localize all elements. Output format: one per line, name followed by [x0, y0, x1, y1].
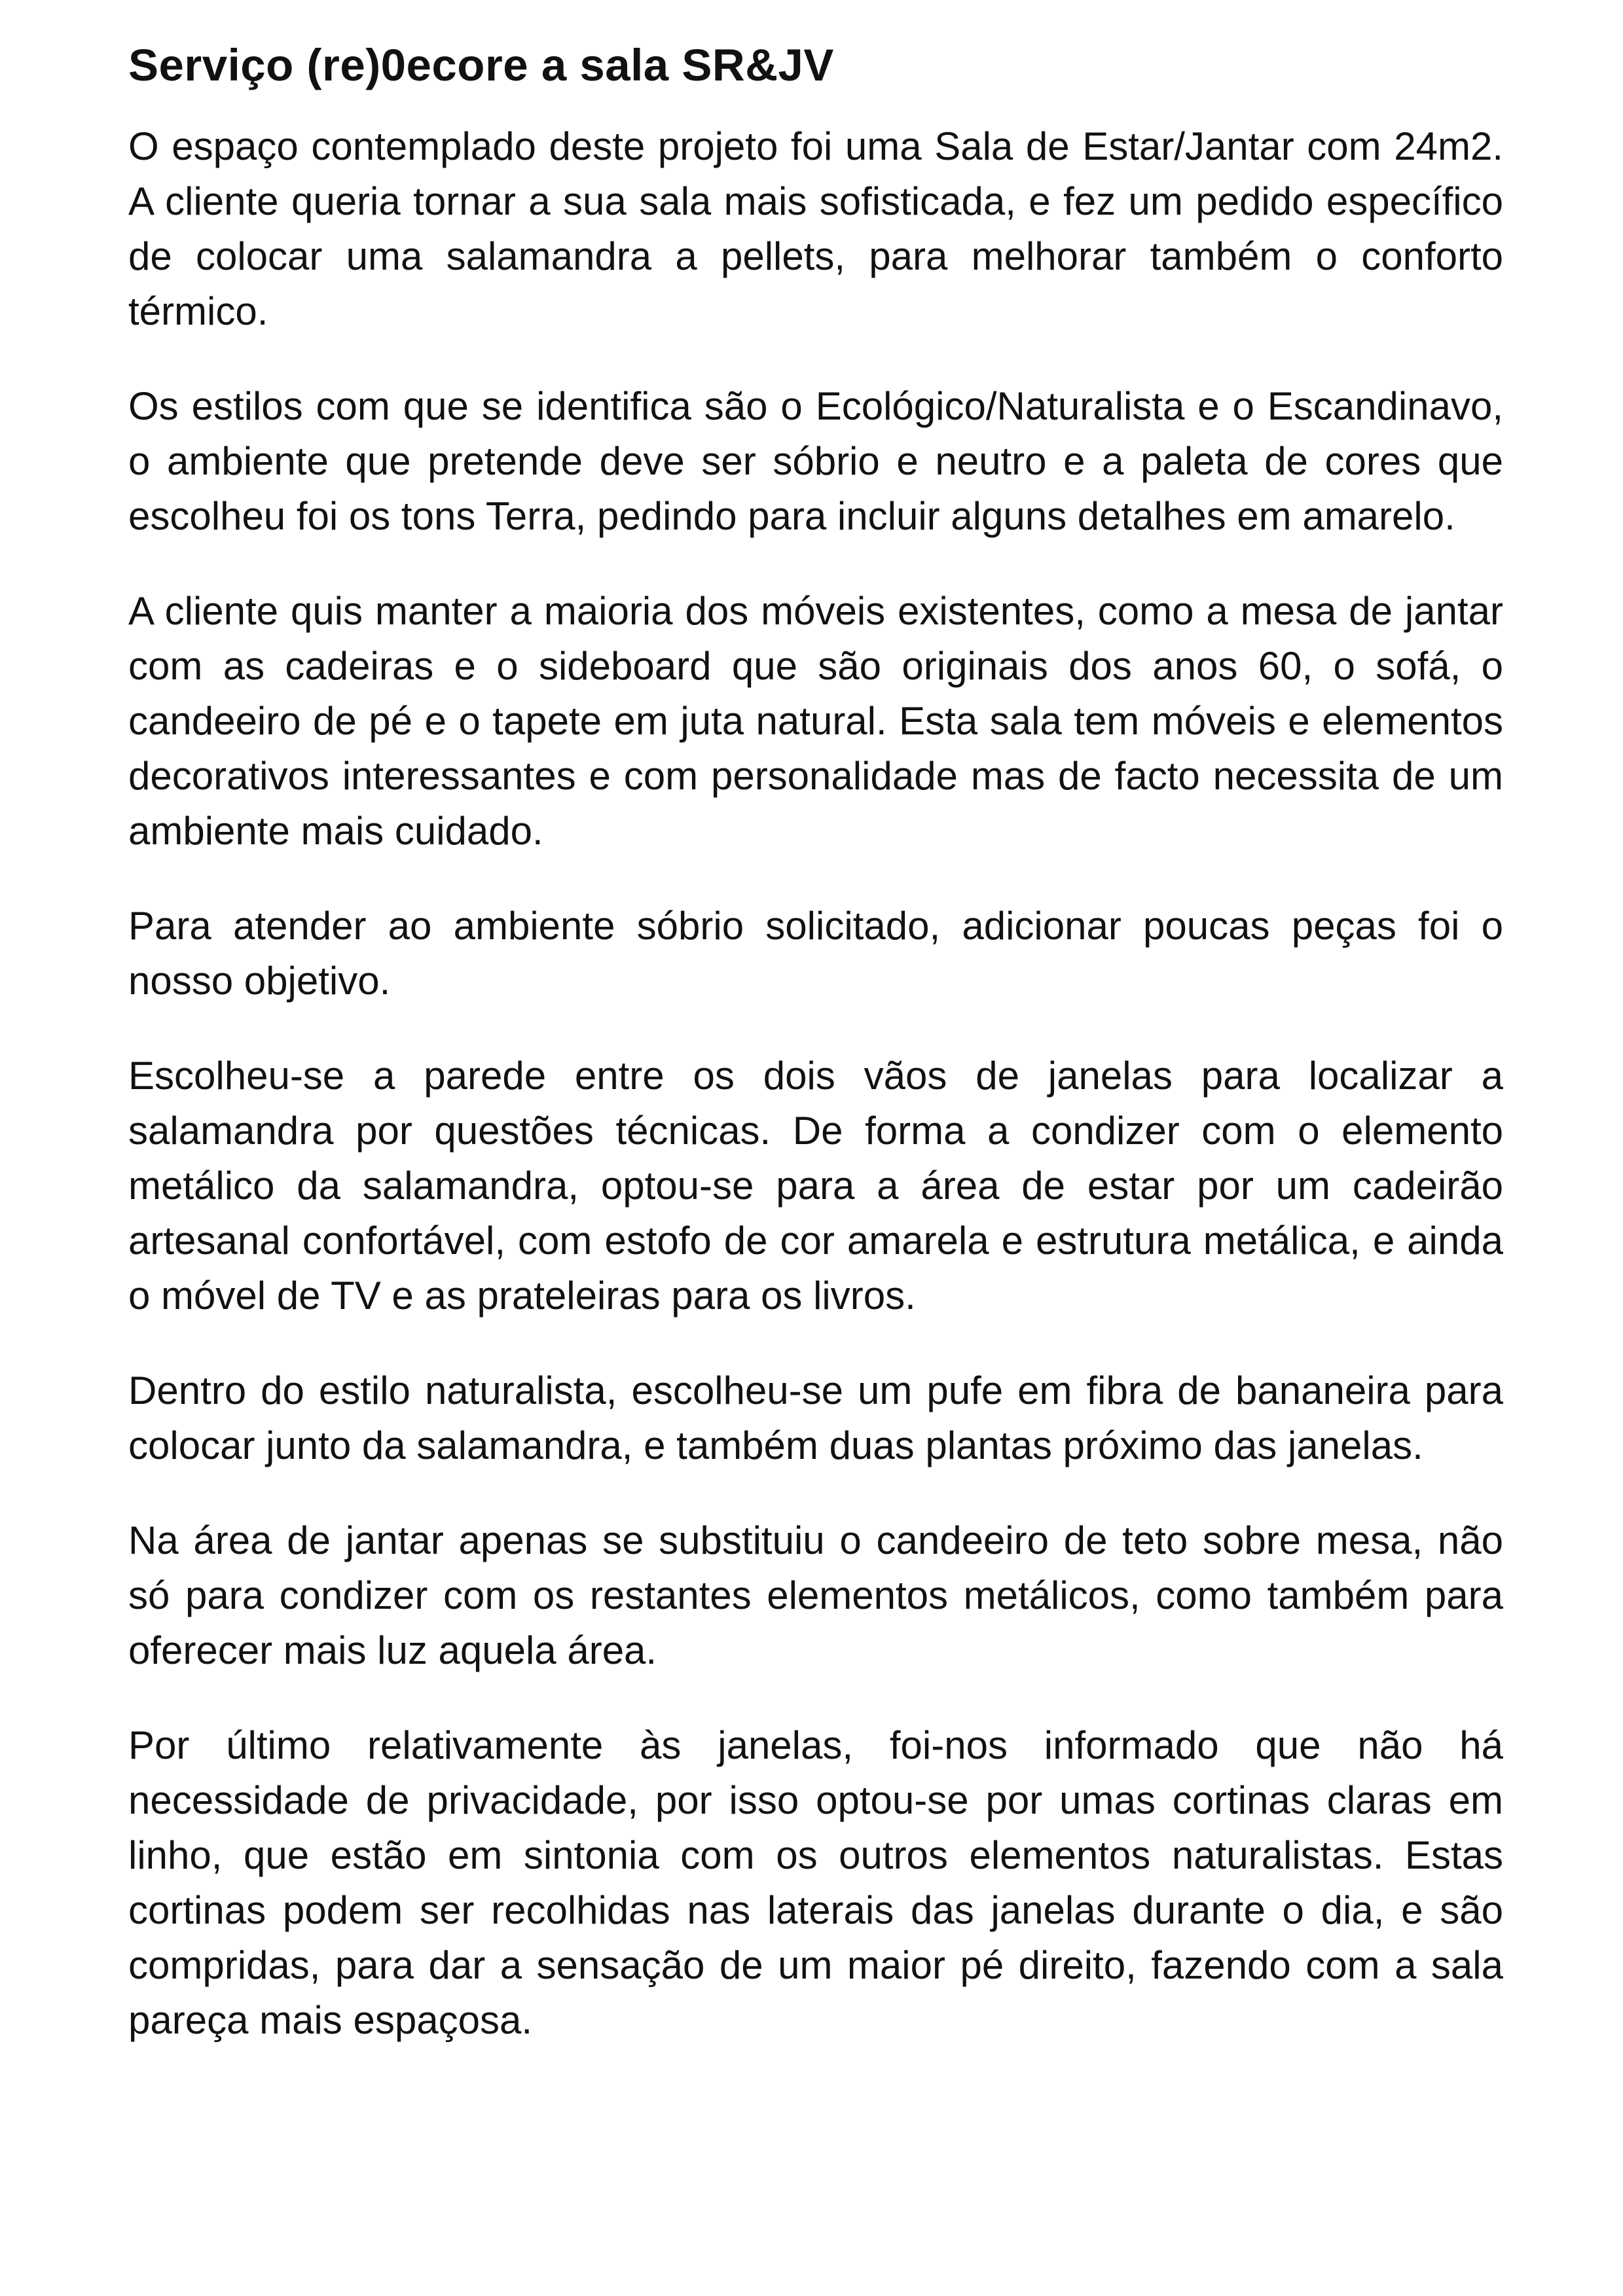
- paragraph-stove-wall: Escolheu-se a parede entre os dois vãos de janelas para localizar a salamandra por questões técnicas. De forma a condizer com o elemento metálico da salamandra, optou-se para a área de estar por um cadeirão artesanal confortável, com estofo de cor amarela e estrutura metálica, e ainda o móvel de TV e as prateleiras para os livros.: [128, 1054, 1503, 1318]
- document-page: [128, 38, 1503, 2088]
- paragraph-existing-furniture: A cliente quis manter a maioria dos móveis existentes, como a mesa de jantar com as cadeiras e o sideboard que são originais dos anos 60, o sofá, o candeeiro de pé e o tapete em juta natural. Esta sala tem móveis e elementos decorativos interessantes e com personalidade mas de facto necessita de um ambiente mais cuidado.: [128, 589, 1503, 853]
- paragraph-objective: Para atender ao ambiente sóbrio solicitado, adicionar poucas peças foi o nosso objetivo.: [128, 904, 1503, 1003]
- paragraph-naturalist: Dentro do estilo naturalista, escolheu-se um pufe em fibra de bananeira para colocar junto da salamandra, e também duas plantas próximo das janelas.: [128, 1369, 1503, 1467]
- paragraph-windows: Por último relativamente às janelas, foi-nos informado que não há necessidade de privacidade, por isso optou-se por umas cortinas claras em linho, que estão em sintonia com os outros elementos naturalistas. Estas cortinas podem ser recolhidas nas laterais das janelas durante o dia, e são compridas, para dar a sensação de um maior pé direito, fazendo com a sala pareça mais espaçosa.: [128, 1723, 1503, 2042]
- page-title: Serviço (re)0ecore a sala SR&JV: [128, 40, 834, 90]
- paragraph-styles: Os estilos com que se identifica são o Ecológico/Naturalista e o Escandinavo, o ambiente que pretende deve ser sóbrio e neutro e a paleta de cores que escolheu foi os tons Terra, pedindo para incluir alguns detalhes em amarelo.: [128, 384, 1503, 538]
- paragraph-dining-area: Na área de jantar apenas se substituiu o candeeiro de teto sobre mesa, não só para condizer com os restantes elementos metálicos, como também para oferecer mais luz aquela área.: [128, 1518, 1503, 1672]
- paragraph-project-space: O espaço contemplado deste projeto foi uma Sala de Estar/Jantar com 24m2. A cliente queria tornar a sua sala mais sofisticada, e fez um pedido específico de colocar uma salamandra a pellets, para melhorar também o conforto térmico.: [128, 124, 1503, 333]
